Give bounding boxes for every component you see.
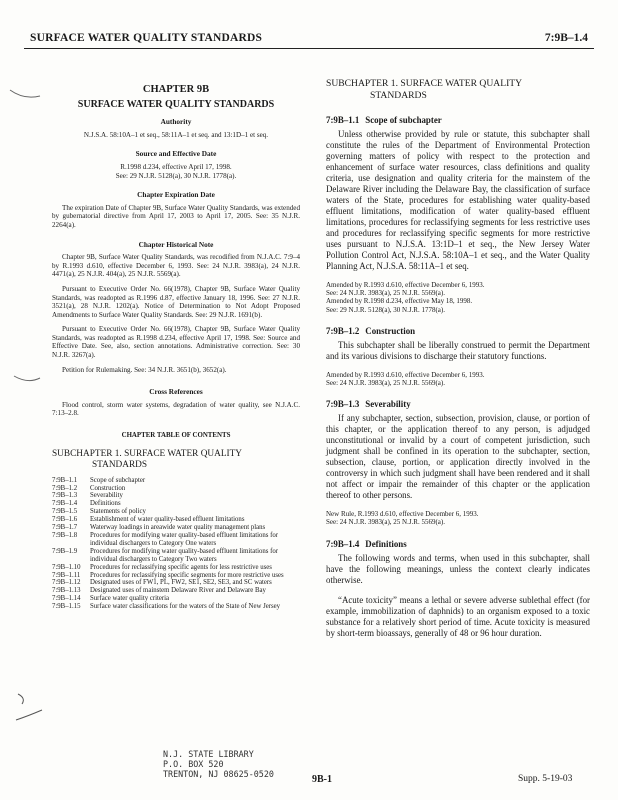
amendment-line: See: 24 N.J.R. 3983(a), 25 N.J.R. 5569(a). <box>326 379 445 388</box>
section-body: The following words and terms, when used in this subchapter, shall have the following meanings, unless the context clearly indicates otherwise. <box>326 552 590 585</box>
toc-heading: CHAPTER TABLE OF CONTENTS <box>121 432 231 440</box>
amendment-line: Amended by R.1993 d.610, effective December 6, 1993. <box>326 281 485 289</box>
section-body: This subchapter shall be liberally construed to permit the Department and its various divisions to discharge their statutory functions. <box>326 339 590 361</box>
toc-entry-title: Procedures for modifying water quality-based effluent limitations for individual dischargers to Category One waters <box>90 531 279 547</box>
source-line-1: R.1998 d.234, effective April 17, 1998. <box>120 162 232 171</box>
section-body: “Acute toxicity” means a lethal or severe adverse sublethal effect (for example, immobilization of daphnids) to an organism exposed to a toxic substance for a relatively short period of time. Acute toxicity is measured by short-term bioassays, generally of 48 or 96 hour duration. <box>326 594 590 638</box>
section-amendments <box>326 371 590 387</box>
section-title: Construction <box>365 325 416 336</box>
history-paragraph: Petition for Rulemaking. See: 34 N.J.R. 3651(b), 3652(a). <box>62 365 227 374</box>
section-heading <box>326 539 590 550</box>
amendment-line: See: 29 N.J.R. 5128(a), 30 N.J.R. 1778(a). <box>326 305 445 314</box>
section-heading <box>326 115 590 126</box>
expiration-text: The expiration Date of Chapter 9B, Surface Water Quality Standards, was extended by gubernatorial directive from April 17, 2003 to April 17, 2005. See: 35 N.J.R. 2264(a). <box>52 203 300 229</box>
toc-entry <box>52 532 300 548</box>
toc-entry <box>52 524 300 532</box>
toc-entry-number: 7:9B–1.1 <box>52 476 78 484</box>
toc-entry <box>52 603 300 611</box>
toc-entry-title: Construction <box>90 484 126 492</box>
toc-entry-title: Establishment of water quality-based effluent limitations <box>90 516 245 524</box>
toc-entry-number: 7:9B–1.13 <box>52 587 81 595</box>
subchapter-title-line-2: STANDARDS <box>370 89 427 101</box>
toc-entry-title: Designated uses of mainstem Delaware River and Delaware Bay <box>90 587 266 595</box>
toc-entry <box>52 500 300 508</box>
toc-entry-title: Waterway loadings in areawide water quality management plans <box>90 524 266 532</box>
amendment-line: Amended by R.1993 d.610, effective December 6, 1993. <box>326 370 485 379</box>
authority-heading: Authority <box>160 117 192 127</box>
toc-entry-number: 7:9B–1.10 <box>52 563 81 571</box>
library-stamp <box>163 750 274 779</box>
section-number: 7:9B–1.4 <box>326 538 360 549</box>
expiration-heading: Chapter Expiration Date <box>137 190 215 200</box>
amendment-line: See: 24 N.J.R. 3983(a), 25 N.J.R. 5569(a). <box>326 518 445 527</box>
toc-entry-title: Procedures for reclassifying specific segments for more restrictive uses <box>90 571 284 579</box>
header-section-range: 7:9B–1.4 <box>544 32 588 44</box>
history-heading: Chapter Historical Note <box>138 239 214 249</box>
right-column <box>326 78 590 648</box>
subchapter-title <box>326 78 590 101</box>
section-title: Scope of subchapter <box>365 115 442 125</box>
margin-annotation-mark <box>10 370 50 390</box>
toc-subchapter-line-2: STANDARDS <box>92 459 148 470</box>
margin-annotation-mark <box>12 690 48 730</box>
stamp-line: P.O. BOX 520 <box>163 758 224 769</box>
toc-entry-number: 7:9B–1.7 <box>52 524 78 532</box>
left-column <box>52 78 300 611</box>
toc-subchapter-line-1: SUBCHAPTER 1. SURFACE WATER QUALITY <box>52 448 242 459</box>
toc-entry <box>52 516 300 524</box>
amendment-line: See: 24 N.J.R. 3983(a), 25 N.J.R. 5569(a). <box>326 289 445 298</box>
toc-entry-title: Surface water quality criteria <box>90 595 170 603</box>
table-of-contents <box>52 477 300 611</box>
amendment-line: New Rule, R.1993 d.610, effective December 6, 1993. <box>326 510 479 519</box>
toc-entry <box>52 595 300 603</box>
toc-entry-title: Surface water classifications for the waters of the State of New Jersey <box>90 603 281 611</box>
history-paragraph: Chapter 9B, Surface Water Quality Standards, was recodified from N.J.A.C. 7:9–4 by R.1993 d.610, effective December 6, 1993. See: 24 N.J.R. 3983(a), 24 N.J.R. 4471(a), 25 N.J.R. 404(a), 25 N.J.R. 5569(a). <box>52 253 300 279</box>
section-number: 7:9B–1.2 <box>326 325 360 336</box>
section-number: 7:9B–1.3 <box>326 399 360 410</box>
section-body: If any subchapter, section, subsection, provision, clause, or portion of this chapter, or the application thereof to any person, is adjudged unconstitutional or invalid by a court of competent jurisdiction, such judgment shall be confined in its operation to the subchapter, section, subsection, clause, portion, or application directly involved in the controversy in which such judgment shall have been rendered and it shall not affect or impair the remainder of this chapter or the application thereof to other persons. <box>326 413 590 501</box>
toc-entry-title: Designated uses of FW1, PL, FW2, SE1, SE2, SE3, and SC waters <box>90 579 272 587</box>
toc-entry <box>52 485 300 493</box>
toc-entry <box>52 477 300 485</box>
toc-entry-number: 7:9B–1.9 <box>52 547 78 555</box>
toc-entry-title: Procedures for reclassifying specific agents for less restrictive uses <box>90 563 272 571</box>
section-title: Definitions <box>365 538 407 549</box>
toc-entry <box>52 508 300 516</box>
section-title: Severability <box>365 399 411 410</box>
section-amendments <box>326 281 590 314</box>
toc-entry-number: 7:9B–1.6 <box>52 516 78 524</box>
toc-entry-title: Severability <box>90 492 123 500</box>
subchapter-title-line-1: SUBCHAPTER 1. SURFACE WATER QUALITY <box>326 78 523 89</box>
chapter-title: SURFACE WATER QUALITY STANDARDS <box>77 98 275 110</box>
running-header <box>24 30 594 49</box>
toc-entry-number: 7:9B–1.3 <box>52 492 78 500</box>
toc-entry <box>52 548 300 564</box>
toc-entry-number: 7:9B–1.11 <box>52 571 81 579</box>
toc-entry-title: Statements of policy <box>90 508 146 516</box>
section-heading <box>326 326 590 337</box>
section-amendments <box>326 510 590 526</box>
stamp-line: TRENTON, NJ 08625-0520 <box>163 768 274 779</box>
toc-entry-number: 7:9B–1.14 <box>52 595 81 603</box>
section-heading <box>326 399 590 410</box>
history-paragraph: Pursuant to Executive Order No. 66(1978), Chapter 9B, Surface Water Quality Standards, was readopted as R.1998 d.234, effective April 17, 1998. See: Source and Effective Date. See, also, section annotations. Administrative correction. See: 30 N.J.R. 3267(a). <box>52 325 300 360</box>
cross-references-text: Flood control, storm water systems, degradation of water quality, see N.J.A.C. 7:13–2.8. <box>52 400 300 418</box>
stamp-line: N.J. STATE LIBRARY <box>163 749 254 759</box>
toc-entry-number: 7:9B–1.8 <box>52 531 78 539</box>
section-number: 7:9B–1.1 <box>326 115 360 125</box>
toc-entry-number: 7:9B–1.5 <box>52 508 78 516</box>
toc-entry-number: 7:9B–1.4 <box>52 500 78 508</box>
chapter-number: CHAPTER 9B <box>142 84 210 95</box>
toc-entry <box>52 492 300 500</box>
amendment-line: Amended by R.1998 d.234, effective May 18, 1998. <box>326 297 473 306</box>
supplement-date: Supp. 5-19-03 <box>518 774 573 784</box>
margin-annotation-mark <box>6 84 46 104</box>
toc-entry-number: 7:9B–1.2 <box>52 484 78 492</box>
page-number: 9B-1 <box>312 774 332 785</box>
toc-entry-number: 7:9B–1.15 <box>52 603 81 611</box>
toc-entry-title: Procedures for modifying water quality-based effluent limitations for individual dischargers to Category Two waters <box>90 547 279 563</box>
toc-entry <box>52 579 300 587</box>
toc-subchapter-title <box>52 449 300 471</box>
header-title: SURFACE WATER QUALITY STANDARDS <box>30 32 263 44</box>
cross-references-heading: Cross References <box>149 387 203 397</box>
toc-entry-title: Definitions <box>90 500 121 508</box>
authority-text: N.J.S.A. 58:10A–1 et seq., 58:11A–1 et seq. and 13:1D–1 et seq. <box>83 130 269 139</box>
toc-entry <box>52 572 300 580</box>
toc-entry-number: 7:9B–1.12 <box>52 579 81 587</box>
source-heading: Source and Effective Date <box>135 149 217 159</box>
toc-entry-title: Scope of subchapter <box>90 476 146 484</box>
toc-entry <box>52 587 300 595</box>
toc-entry <box>52 564 300 572</box>
section-body: Unless otherwise provided by rule or statute, this subchapter shall constitute the rules of the Department of Environmental Protection governing matters of policy with respect to the protection and enhancement of surface water resources, class definitions and quality criteria, use designation and quality criteria for the mainstem of the Delaware River including the Delaware Bay, the classification of surface waters of the State, procedures for establishing water quality-based effluent limitations, modification of water quality-based effluent limitations, procedures for reclassifying segments for less restrictive uses and procedures for reclassifying specific segments for more restrictive uses pursuant to N.J.S.A. 13:1D–1 et seq., the New Jersey Water Pollution Control Act, N.J.S.A. 58:10A–1 et seq., and the Water Quality Planning Act, N.J.S.A. 58:11A–1 et seq. <box>326 129 590 271</box>
source-line-2: See: 29 N.J.R. 5128(a), 30 N.J.R. 1778(a). <box>115 171 237 180</box>
history-paragraph: Pursuant to Executive Order No. 66(1978), Chapter 9B, Surface Water Quality Standards, was readopted as R.1996 d.87, effective January 18, 1996. See: 27 N.J.R. 3521(a), 28 N.J.R. 1202(a). Notice of Determination to Not Adopt Proposed Amendments to Surface Water Quality Standards. See: 29 N.J.R. 1691(b). <box>52 284 300 319</box>
